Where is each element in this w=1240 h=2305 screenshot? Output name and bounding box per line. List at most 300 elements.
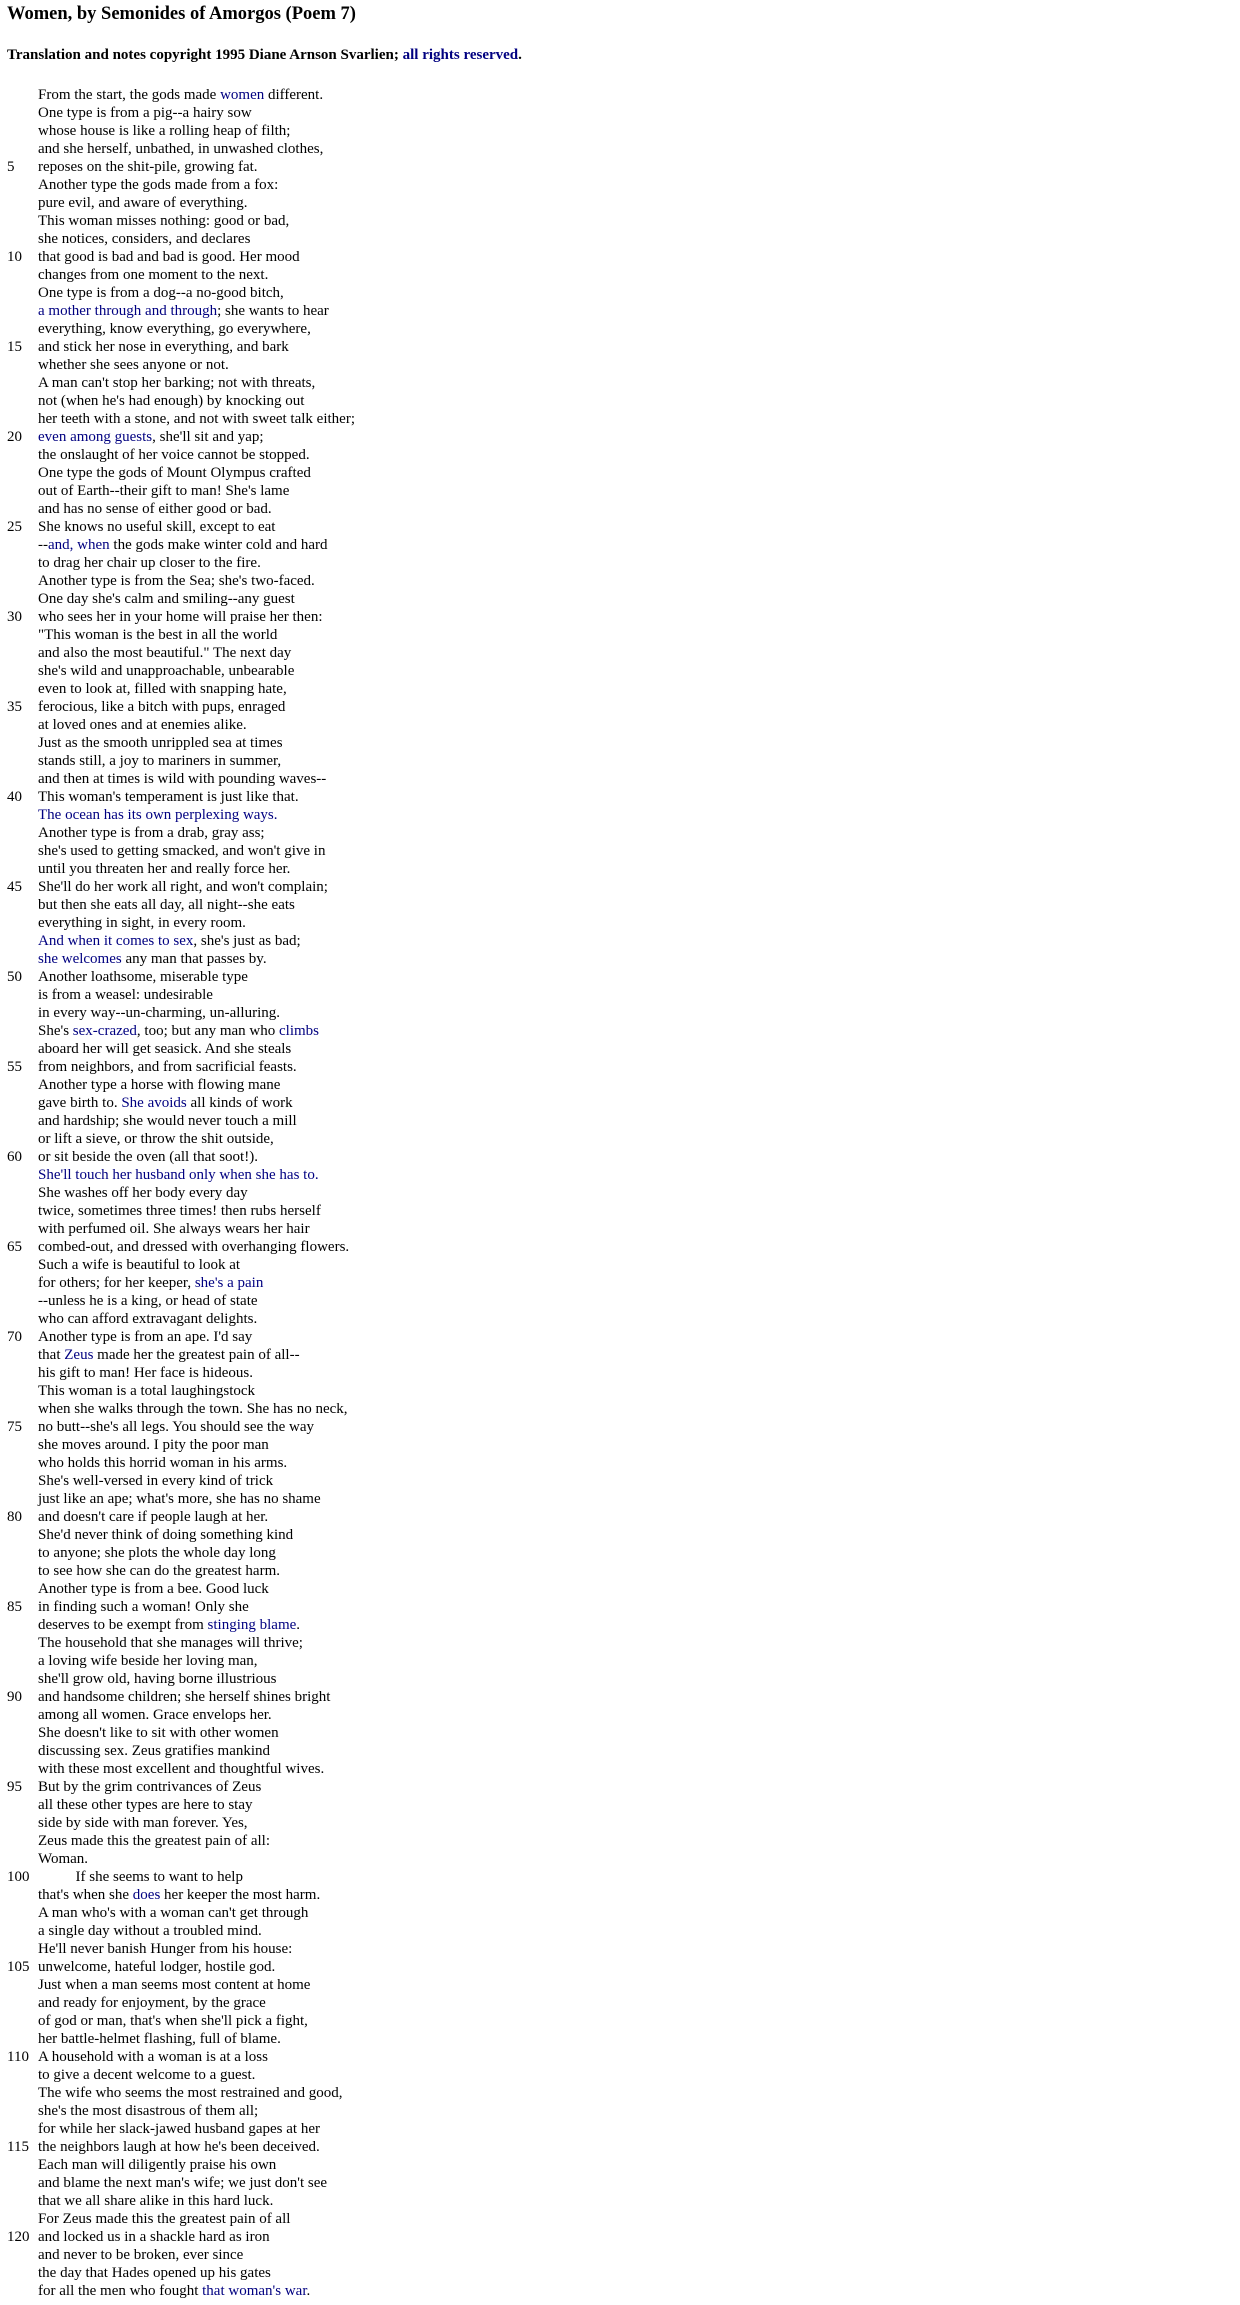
poem-line: [7, 1472, 1233, 1490]
line-segment: made her the greatest pain of all--: [93, 1347, 300, 1363]
line-text: [38, 1472, 273, 1490]
poem-line: [7, 644, 1233, 662]
line-text: [38, 932, 301, 950]
line-text: [38, 1364, 253, 1382]
line-number: [7, 536, 38, 554]
line-number: [7, 374, 38, 392]
line-segment: when she walks through the town. She has no neck,: [38, 1401, 348, 1417]
line-segment: gave birth to.: [38, 1095, 122, 1111]
line-segment: One day she's calm and smiling--any guest: [38, 591, 295, 607]
poem-line: [7, 1112, 1233, 1130]
line-text: [38, 2084, 343, 2102]
poem-line: [7, 968, 1233, 986]
line-number: [7, 410, 38, 428]
line-number: [7, 1832, 38, 1850]
line-segment: she'll grow old, having borne illustrious: [38, 1671, 277, 1687]
line-text: [38, 266, 268, 284]
line-number: 120: [7, 2229, 30, 2245]
line-text: [38, 1742, 270, 1760]
poem-line: [7, 518, 1233, 536]
line-number: [7, 1886, 38, 1904]
line-segment: and doesn't care if people laugh at her.: [38, 1509, 269, 1525]
line-text: [38, 644, 291, 662]
poem-line: [7, 1184, 1233, 1202]
line-segment: Each man will diligently praise his own: [38, 2157, 277, 2173]
line-number: [7, 1814, 38, 1832]
line-segment: changes from one moment to the next.: [38, 267, 269, 283]
line-segment: This woman is a total laughingstock: [38, 1383, 256, 1399]
note-link[interactable]: She avoids: [121, 1095, 187, 1111]
line-number: [7, 1544, 38, 1562]
line-number: [7, 1472, 38, 1490]
line-number: 40: [7, 789, 22, 805]
line-text: [38, 2030, 281, 2048]
poem-line: [7, 1058, 1233, 1076]
poem-line: [7, 2228, 1233, 2246]
line-number: [7, 1994, 38, 2012]
poem-line: [7, 608, 1233, 626]
line-text: [38, 1076, 280, 1094]
line-segment: and hardship; she would never touch a mill: [38, 1113, 297, 1129]
poem-line: [7, 1886, 1233, 1904]
poem-line: [7, 464, 1233, 482]
line-segment: and she herself, unbathed, in unwashed clothes,: [38, 141, 324, 157]
line-segment: with perfumed oil. She always wears her hair: [38, 1221, 310, 1237]
line-number: [7, 1256, 38, 1274]
line-number: [7, 2012, 38, 2030]
line-segment: Another type is from a drab, gray ass;: [38, 825, 265, 841]
line-number: [7, 1166, 38, 1184]
line-text: [38, 1220, 310, 1238]
poem-line: [7, 1598, 1233, 1616]
line-text: [38, 392, 304, 410]
line-segment: out of Earth--their gift to man! She's lame: [38, 483, 290, 499]
line-text: [38, 1688, 330, 1706]
line-text: [38, 2264, 271, 2282]
line-number: [7, 1112, 38, 1130]
line-segment: and also the most beautiful." The next day: [38, 645, 292, 661]
line-segment: that: [38, 1347, 65, 1363]
line-number: [7, 1706, 38, 1724]
poem-text: [7, 86, 1233, 2300]
poem-line: [7, 212, 1233, 230]
line-number: [7, 1760, 38, 1778]
line-number: [7, 950, 38, 968]
poem-line: [7, 878, 1233, 896]
copyright-notice: [7, 45, 1233, 65]
poem-line: [7, 1796, 1233, 1814]
line-text: [38, 1814, 248, 1832]
line-number: 95: [7, 1779, 22, 1795]
poem-line: [7, 896, 1233, 914]
line-text: [38, 518, 275, 536]
note-link[interactable]: that woman's war: [202, 2283, 307, 2299]
line-segment: Woman.: [38, 1851, 89, 1867]
poem-line: [7, 1202, 1233, 1220]
line-text: [38, 86, 323, 104]
line-text: [38, 950, 267, 968]
poem-line: [7, 1526, 1233, 1544]
line-text: [38, 554, 261, 572]
line-number: [7, 392, 38, 410]
line-text: [38, 2228, 270, 2246]
poem-line: [7, 158, 1233, 176]
note-link[interactable]: she's a pain: [194, 1275, 264, 1291]
line-text: [38, 1274, 263, 1292]
poem-line: [7, 392, 1233, 410]
line-number: 55: [7, 1059, 22, 1075]
line-text: [38, 842, 325, 860]
line-text: [38, 1346, 300, 1364]
line-text: [38, 716, 247, 734]
line-number: [7, 284, 38, 302]
line-number: [7, 1040, 38, 1058]
line-number: 75: [7, 1419, 22, 1435]
note-link[interactable]: stinging blame: [207, 1617, 297, 1633]
line-segment: to drag her chair up closer to the fire.: [38, 555, 261, 571]
poem-line: [7, 500, 1233, 518]
line-text: [38, 1634, 303, 1652]
line-number: [7, 1220, 38, 1238]
poem-line: [7, 1364, 1233, 1382]
line-text: [38, 2156, 276, 2174]
line-segment: Another type is from a bee. Good luck: [38, 1581, 269, 1597]
line-text: [38, 1904, 308, 1922]
poem-line: [7, 1652, 1233, 1670]
poem-line: [7, 410, 1233, 428]
line-segment: reposes on the shit-pile, growing fat.: [38, 159, 258, 175]
line-segment: This woman's temperament is just like that.: [38, 789, 299, 805]
line-number: [7, 572, 38, 590]
line-segment: at loved ones and at enemies alike.: [38, 717, 247, 733]
line-number: [7, 626, 38, 644]
line-number: [7, 2246, 38, 2264]
line-number: [7, 140, 38, 158]
line-text: [38, 1598, 249, 1616]
poem-line: [7, 986, 1233, 1004]
line-segment: the day that Hades opened up his gates: [38, 2265, 271, 2281]
poem-line: [7, 1130, 1233, 1148]
line-text: [38, 482, 289, 500]
line-text: [38, 2120, 320, 2138]
line-text: [38, 446, 310, 464]
line-segment: from neighbors, and from sacrificial feasts.: [38, 1059, 297, 1075]
line-text: [38, 986, 213, 1004]
line-segment: his gift to man! Her face is hideous.: [38, 1365, 253, 1381]
line-text: [38, 122, 290, 140]
line-number: 50: [7, 969, 22, 985]
line-number: 115: [7, 2139, 29, 2155]
poem-line: [7, 2264, 1233, 2282]
line-segment: twice, sometimes three times! then rubs herself: [38, 1203, 321, 1219]
poem-line: [7, 554, 1233, 572]
line-number: [7, 1364, 38, 1382]
line-text: [38, 428, 264, 446]
line-text: [38, 284, 284, 302]
line-segment: unwelcome, hateful lodger, hostile god.: [38, 1959, 276, 1975]
line-number: [7, 104, 38, 122]
poem-line: [7, 1922, 1233, 1940]
line-segment: The household that she manages will thrive;: [38, 1635, 303, 1651]
line-text: [38, 500, 272, 518]
poem-line: [7, 230, 1233, 248]
note-link[interactable]: sex-crazed: [72, 1023, 137, 1039]
note-link[interactable]: And when it comes to sex: [38, 933, 194, 949]
line-number: [7, 1580, 38, 1598]
line-number: [7, 2156, 38, 2174]
line-segment: no butt--she's all legs. You should see the way: [38, 1419, 315, 1435]
poem-line: [7, 752, 1233, 770]
line-segment: Zeus made this the greatest pain of all:: [38, 1833, 271, 1849]
line-text: [38, 770, 326, 788]
line-segment: any man that passes by.: [121, 951, 267, 967]
line-segment: who sees her in your home will praise her then:: [38, 609, 323, 625]
line-text: [38, 158, 258, 176]
note-link[interactable]: does: [132, 1887, 161, 1903]
line-number: [7, 1976, 38, 1994]
line-text: [38, 1832, 270, 1850]
line-text: [38, 1328, 252, 1346]
line-text: [38, 1508, 268, 1526]
poem-line: [7, 2282, 1233, 2300]
all-rights-reserved-link[interactable]: all rights reserved: [402, 47, 519, 63]
line-number: [7, 860, 38, 878]
line-number: [7, 1940, 38, 1958]
line-number: [7, 2174, 38, 2192]
line-text: [38, 860, 290, 878]
poem-line: [7, 1706, 1233, 1724]
poem-line: [7, 626, 1233, 644]
line-number: [7, 1742, 38, 1760]
poem-line: [7, 356, 1233, 374]
line-number: [7, 1004, 38, 1022]
poem-line: [7, 788, 1233, 806]
line-segment: she moves around. I pity the poor man: [38, 1437, 269, 1453]
poem-line: [7, 1940, 1233, 1958]
poem-line: [7, 122, 1233, 140]
line-number: 10: [7, 249, 22, 265]
line-segment: She'd never think of doing something kind: [38, 1527, 294, 1543]
line-text: [38, 1670, 277, 1688]
line-segment: or sit beside the oven (all that soot!).: [38, 1149, 258, 1165]
poem-line: [7, 104, 1233, 122]
line-number: [7, 1850, 38, 1868]
poem-line: [7, 1616, 1233, 1634]
poem-line: [7, 446, 1233, 464]
line-segment: to give a decent welcome to a guest.: [38, 2067, 256, 2083]
line-number: [7, 806, 38, 824]
line-number: 65: [7, 1239, 22, 1255]
line-text: [38, 590, 295, 608]
line-segment: --: [38, 537, 48, 553]
line-number: [7, 464, 38, 482]
poem-line: [7, 1544, 1233, 1562]
line-segment: combed-out, and dressed with overhanging flowers.: [38, 1239, 350, 1255]
line-segment: the onslaught of her voice cannot be stopped.: [38, 447, 310, 463]
line-text: [38, 914, 246, 932]
poem-line: [7, 302, 1233, 320]
line-text: [38, 356, 229, 374]
line-text: [38, 2048, 268, 2066]
poem-line: [7, 1400, 1233, 1418]
line-segment: Another type is from the Sea; she's two-faced.: [38, 573, 315, 589]
line-number: [7, 446, 38, 464]
line-number: [7, 1346, 38, 1364]
line-text: [38, 1454, 287, 1472]
line-segment: in every way--un-charming, un-alluring.: [38, 1005, 280, 1021]
line-number: 70: [7, 1329, 22, 1345]
poem-line: [7, 2066, 1233, 2084]
line-number: [7, 662, 38, 680]
poem-line: [7, 1346, 1233, 1364]
line-text: [38, 1382, 255, 1400]
line-number: [7, 1796, 38, 1814]
line-segment: But by the grim contrivances of Zeus: [38, 1779, 262, 1795]
poem-line: [7, 2246, 1233, 2264]
poem-line: [7, 698, 1233, 716]
poem-line: [7, 824, 1233, 842]
line-segment: for all the men who fought: [38, 2283, 203, 2299]
line-number: [7, 1094, 38, 1112]
line-text: [38, 824, 265, 842]
line-text: [38, 320, 311, 338]
line-text: [38, 176, 278, 194]
line-segment: A household with a woman is at a loss: [38, 2049, 268, 2065]
line-segment: for while her slack-jawed husband gapes at her: [38, 2121, 320, 2137]
line-number: [7, 2030, 38, 2048]
poem-line: [7, 662, 1233, 680]
line-segment: she's the most disastrous of them all;: [38, 2103, 259, 2119]
line-text: [38, 302, 329, 320]
line-number: [7, 842, 38, 860]
note-link[interactable]: She'll touch her husband only when she has to.: [38, 1167, 319, 1183]
line-segment: discussing sex. Zeus gratifies mankind: [38, 1743, 271, 1759]
line-number: [7, 1130, 38, 1148]
poem-line: [7, 1310, 1233, 1328]
line-number: [7, 1202, 38, 1220]
line-segment: and ready for enjoyment, by the grace: [38, 1995, 266, 2011]
line-number: [7, 2102, 38, 2120]
line-number: 80: [7, 1509, 22, 1525]
line-number: [7, 194, 38, 212]
note-link[interactable]: and, when: [48, 537, 110, 553]
line-number: [7, 716, 38, 734]
line-text: [38, 104, 252, 122]
poem-line: [7, 734, 1233, 752]
note-link[interactable]: she welcomes: [38, 951, 122, 967]
line-text: [38, 1400, 348, 1418]
line-text: [38, 788, 299, 806]
line-number: 20: [7, 429, 22, 445]
line-text: [38, 212, 289, 230]
line-text: [38, 140, 323, 158]
line-text: [38, 2192, 273, 2210]
poem-line: [7, 914, 1233, 932]
line-number: [7, 1274, 38, 1292]
line-segment: everything in sight, in every room.: [38, 915, 246, 931]
poem-line: [7, 1382, 1233, 1400]
line-number: [7, 1076, 38, 1094]
line-segment: to anyone; she plots the whole day long: [38, 1545, 276, 1561]
line-text: [38, 1850, 88, 1868]
line-number: [7, 1184, 38, 1202]
line-segment: , she's just as bad;: [193, 933, 301, 949]
poem-line: [7, 1994, 1233, 2012]
line-text: [38, 1490, 321, 1508]
line-segment: A man can't stop her barking; not with threats,: [38, 375, 316, 391]
note-link[interactable]: The ocean has its own perplexing ways.: [38, 807, 278, 823]
line-text: [38, 2102, 258, 2120]
line-number: [7, 1454, 38, 1472]
line-text: [38, 698, 285, 716]
line-number: [7, 1382, 38, 1400]
poem-line: [7, 1724, 1233, 1742]
poem-line: [7, 2174, 1233, 2192]
poem-line: [7, 1508, 1233, 1526]
line-number: [7, 86, 38, 104]
line-text: [38, 1526, 293, 1544]
note-link[interactable]: a mother through and through: [38, 303, 218, 319]
line-segment: For Zeus made this the greatest pain of all: [38, 2211, 291, 2227]
poem-line: [7, 1148, 1233, 1166]
line-text: [38, 2246, 243, 2264]
note-link[interactable]: climbs: [279, 1023, 319, 1039]
line-number: [7, 680, 38, 698]
line-segment: that good is bad and bad is good. Her mood: [38, 249, 300, 265]
line-number: [7, 1616, 38, 1634]
note-link[interactable]: Zeus: [64, 1347, 94, 1363]
line-text: [38, 1094, 293, 1112]
line-text: [38, 1994, 266, 2012]
line-text: [38, 968, 248, 986]
line-text: [38, 1256, 240, 1274]
line-segment: that we all share alike in this hard luck.: [38, 2193, 274, 2209]
poem-line: [7, 1022, 1233, 1040]
line-text: [38, 1130, 274, 1148]
line-segment: She'll do her work all right, and won't complain;: [38, 879, 328, 895]
copyright-end: .: [518, 47, 522, 63]
poem-line: [7, 1742, 1233, 1760]
line-number: [7, 2264, 38, 2282]
line-text: [38, 2138, 320, 2156]
poem-line: [7, 1634, 1233, 1652]
line-segment: in finding such a woman! Only she: [38, 1599, 249, 1615]
line-segment: .: [296, 1617, 301, 1633]
line-segment: , too; but any man who: [136, 1023, 279, 1039]
poem-line: [7, 1436, 1233, 1454]
line-segment: is from a weasel: undesirable: [38, 987, 213, 1003]
poem-line: [7, 1418, 1233, 1436]
poem-line: [7, 1454, 1233, 1472]
line-text: [38, 1238, 349, 1256]
line-number: [7, 2066, 38, 2084]
line-segment: for others; for her keeper,: [38, 1275, 195, 1291]
line-text: [38, 1148, 258, 1166]
line-number: [7, 1400, 38, 1418]
line-number: [7, 1562, 38, 1580]
line-number: [7, 2120, 38, 2138]
line-number: [7, 230, 38, 248]
line-segment: whose house is like a rolling heap of filth;: [38, 123, 291, 139]
note-link[interactable]: women: [220, 87, 265, 103]
line-segment: whether she sees anyone or not.: [38, 357, 229, 373]
poem-line: [7, 806, 1233, 824]
line-number: [7, 1436, 38, 1454]
line-number: [7, 1922, 38, 1940]
line-segment: ferocious, like a bitch with pups, enraged: [38, 699, 286, 715]
note-link[interactable]: even among guests: [38, 429, 153, 445]
poem-line: [7, 1094, 1233, 1112]
